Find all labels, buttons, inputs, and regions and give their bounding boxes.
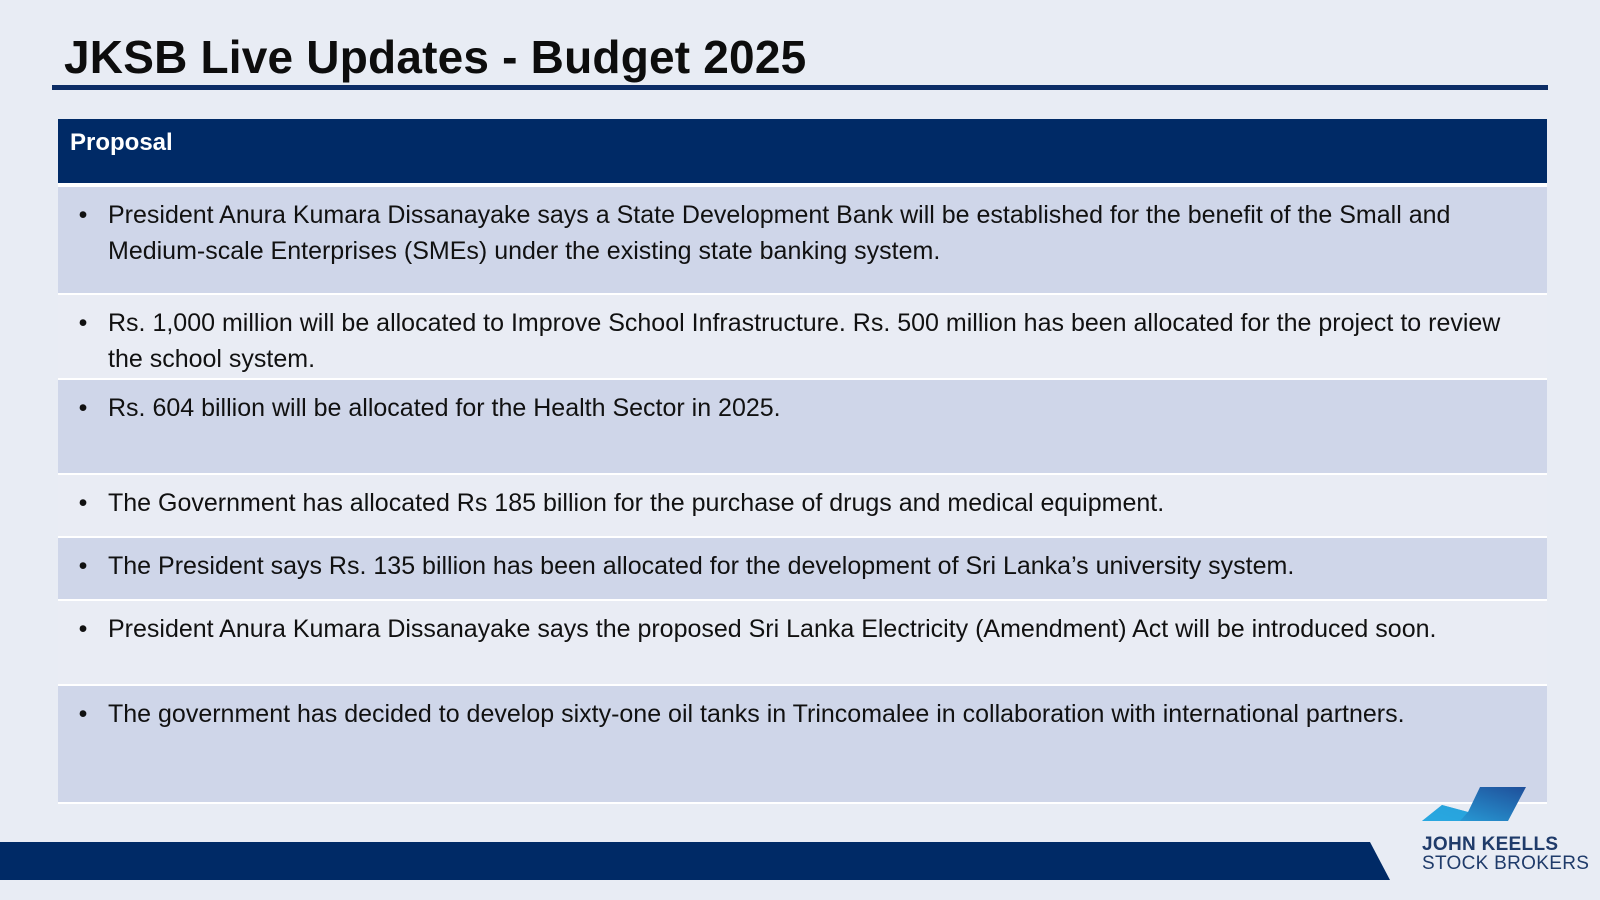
table-row	[58, 187, 1547, 295]
row-text: President Anura Kumara Dissanayake says a State Development Bank will be established for the benefit of the Small and Medium-scale Enterprises (SMEs) under the existing state banking system.	[108, 201, 1451, 265]
bullet: •	[78, 615, 88, 643]
table-row	[58, 538, 1547, 601]
table-header: Proposal	[58, 119, 1547, 187]
bullet: •	[78, 552, 88, 580]
row-text: Rs. 1,000 million will be allocated to Improve School Infrastructure. Rs. 500 million has been allocated for the project to review the school system.	[108, 309, 1501, 373]
logo-text-line1: JOHN KEELLS	[1422, 834, 1559, 855]
row-text: The government has decided to develop sixty-one oil tanks in Trincomalee in collaboration with international partners.	[108, 700, 1405, 728]
bullet: •	[78, 489, 88, 517]
table-row	[58, 380, 1547, 475]
table-row	[58, 475, 1547, 538]
bullet: •	[78, 309, 88, 337]
title-underline	[52, 85, 1548, 90]
page-title: JKSB Live Updates - Budget 2025	[64, 31, 807, 83]
table-row	[58, 601, 1547, 686]
table-row	[58, 686, 1547, 804]
bullet: •	[78, 394, 88, 422]
row-text: The President says Rs. 135 billion has been allocated for the development of Sri Lanka’s university system.	[108, 552, 1295, 580]
table-row	[58, 295, 1547, 380]
row-text: Rs. 604 billion will be allocated for the Health Sector in 2025.	[108, 394, 781, 422]
row-text: The Government has allocated Rs 185 billion for the purchase of drugs and medical equipment.	[108, 489, 1165, 517]
jk-swoosh-icon	[1420, 785, 1530, 823]
bullet: •	[78, 700, 88, 728]
logo-text-line2: STOCK BROKERS	[1422, 853, 1590, 874]
bullet: •	[78, 201, 88, 229]
row-text: President Anura Kumara Dissanayake says the proposed Sri Lanka Electricity (Amendment) Act will be introduced soon.	[108, 615, 1437, 643]
proposal-table	[58, 119, 1547, 804]
john-keells-logo	[1420, 785, 1590, 885]
footer-band	[0, 842, 1390, 880]
